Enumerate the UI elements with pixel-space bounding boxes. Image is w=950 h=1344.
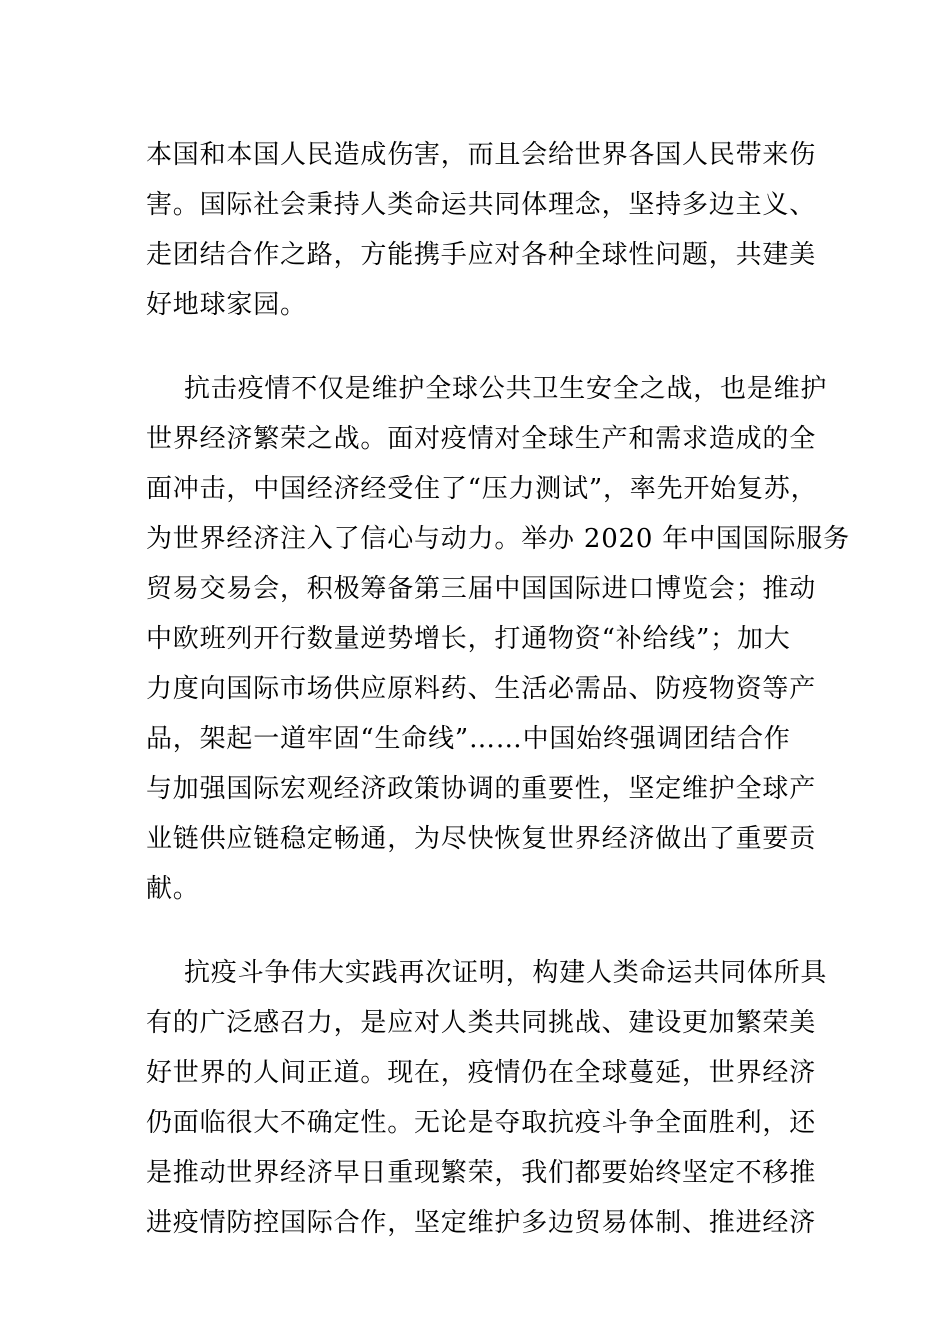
text-line: 贸易交易会，积极筹备第三届中国国际进口博览会；推动 bbox=[146, 574, 817, 604]
text-line: 为世界经济注入了信心与动力。举办 2020 年中国国际服务 bbox=[146, 524, 850, 554]
text-line: 力度向国际市场供应原料药、生活必需品、防疫物资等产 bbox=[146, 674, 817, 704]
text-line: 面冲击，中国经济经受住了“压力测试”，率先开始复苏， bbox=[146, 474, 818, 504]
text-line: 本国和本国人民造成伤害，而且会给世界各国人民带来伤 bbox=[146, 140, 817, 170]
text-line: 业链供应链稳定畅通，为尽快恢复世界经济做出了重要贡 bbox=[146, 824, 817, 854]
text-line: 走团结合作之路，方能携手应对各种全球性问题，共建美 bbox=[146, 240, 817, 270]
text-line: 是推动世界经济早日重现繁荣，我们都要始终坚定不移推 bbox=[146, 1158, 817, 1188]
paragraph-1 bbox=[146, 130, 817, 330]
text-line: 抗击疫情不仅是维护全球公共卫生安全之战，也是维护 bbox=[184, 374, 828, 404]
text-line: 世界经济繁荣之战。面对疫情对全球生产和需求造成的全 bbox=[146, 424, 817, 454]
text-line: 抗疫斗争伟大实践再次证明，构建人类命运共同体所具 bbox=[184, 958, 828, 988]
text-line: 好世界的人间正道。现在，疫情仍在全球蔓延，世界经济 bbox=[146, 1058, 817, 1088]
text-line: 有的广泛感召力，是应对人类共同挑战、建设更加繁荣美 bbox=[146, 1008, 817, 1038]
text-line: 进疫情防控国际合作，坚定维护多边贸易体制、推进经济 bbox=[146, 1208, 817, 1238]
document-page bbox=[146, 130, 850, 1282]
text-line: 好地球家园。 bbox=[146, 290, 307, 320]
text-line: 中欧班列开行数量逆势增长，打通物资“补给线”；加大 bbox=[146, 624, 791, 654]
text-line: 献。 bbox=[146, 874, 200, 904]
text-line: 仍面临很大不确定性。无论是夺取抗疫斗争全面胜利，还 bbox=[146, 1108, 817, 1138]
text-line: 与加强国际宏观经济政策协调的重要性，坚定维护全球产 bbox=[146, 774, 817, 804]
text-line: 品，架起一道牢固“生命线”……中国始终强调团结合作 bbox=[146, 724, 791, 754]
paragraph-3 bbox=[146, 948, 828, 1248]
paragraph-2 bbox=[146, 364, 850, 914]
text-line: 害。国际社会秉持人类命运共同体理念，坚持多边主义、 bbox=[146, 190, 817, 220]
